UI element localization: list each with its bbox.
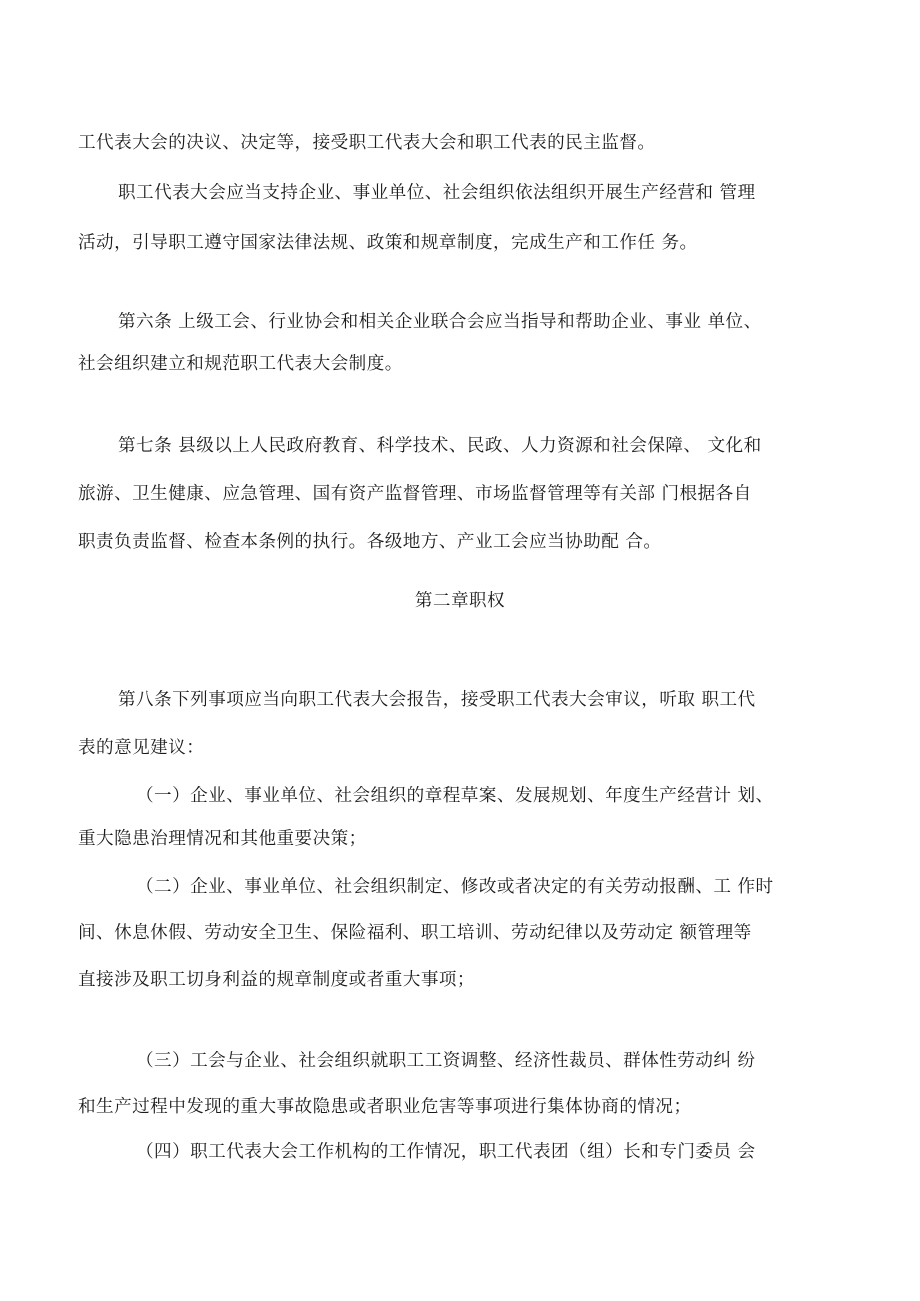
article-7-line-3: 职责负责监督、检查本条例的执行。各级地方、产业工会应当协助配 合。 bbox=[78, 532, 662, 552]
article-6-line-1: 第六条 上级工会、行业协会和相关企业联合会应当指导和帮助企业、事业 单位、 bbox=[118, 312, 762, 332]
item-1-line-1: （一）企业、事业单位、社会组织的章程草案、发展规划、年度生产经营计 划、 bbox=[136, 786, 774, 806]
item-1-line-2: 重大隐患治理情况和其他重要决策； bbox=[78, 829, 367, 849]
item-3-line-1: （三）工会与企业、社会组织就职工工资调整、经济性裁员、群体性劳动纠 纷 bbox=[136, 1051, 756, 1071]
chapter-heading: 第二章职权 bbox=[414, 591, 506, 611]
item-3-line-2: 和生产过程中发现的重大事故隐患或者职业危害等事项进行集体协商的情况； bbox=[78, 1097, 692, 1117]
article-7-line-2: 旅游、卫生健康、应急管理、国有资产监督管理、市场监督管理等有关部 门根据各自 bbox=[78, 484, 752, 504]
article-8-line-1: 第八条下列事项应当向职工代表大会报告，接受职工代表大会审议，听取 职工代 bbox=[118, 690, 756, 710]
paragraph-line-1: 工代表大会的决议、决定等，接受职工代表大会和职工代表的民主监督。 bbox=[78, 133, 656, 153]
item-2-line-2: 间、休息休假、劳动安全卫生、保险福利、职工培训、劳动纪律以及劳动定 额管理等 bbox=[78, 923, 752, 943]
item-2-line-3: 直接涉及职工切身利益的规章制度或者重大事项； bbox=[78, 970, 475, 990]
article-6-line-2: 社会组织建立和规范职工代表大会制度。 bbox=[78, 354, 403, 374]
paragraph-line-3: 活动，引导职工遵守国家法律法规、政策和规章制度，完成生产和工作任 务。 bbox=[78, 233, 698, 253]
article-8-line-2: 表的意见建议： bbox=[78, 738, 205, 758]
article-7-line-1: 第七条 县级以上人民政府教育、科学技术、民政、人力资源和社会保障、 文化和 bbox=[118, 436, 762, 456]
item-4-line-1: （四）职工代表大会工作机构的工作情况，职工代表团（组）长和专门委员 会 bbox=[136, 1142, 756, 1162]
paragraph-line-2: 职工代表大会应当支持企业、事业单位、社会组织依法组织开展生产经营和 管理 bbox=[118, 183, 756, 203]
item-2-line-1: （二）企业、事业单位、社会组织制定、修改或者决定的有关劳动报酬、工 作时 bbox=[136, 877, 774, 897]
